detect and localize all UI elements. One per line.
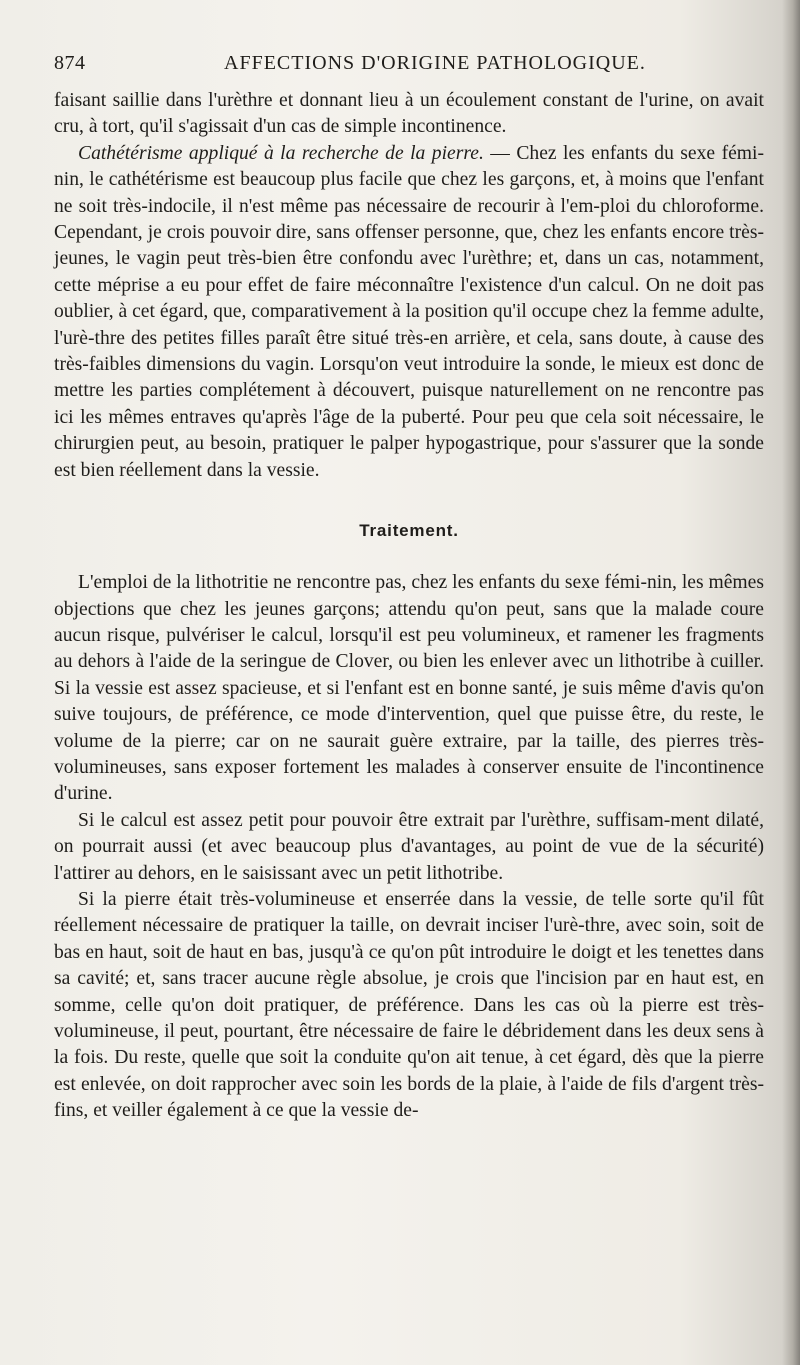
paragraph-text: Si la pierre était très-volumineuse et enserrée dans la vessie, de telle sorte qu'il fût réellement nécessaire de pratiquer la taille, on devrait inciser l'urè-thre, avec soin, soit de bas en haut, soit de haut en bas, jusqu'à ce qu'on pût introduire le doigt et les tenettes dans sa cavité; et, sans tracer aucune règle absolue, je crois que l'incision par en haut est, en somme, celle qu'on doit pratiquer, de préférence. Dans les cas où la pierre est très-volumineuse, il peut, pourtant, être nécessaire de faire le débridement dans les deux sens à la fois. Du reste, quelle que soit la conduite qu'on ait tenue, à cet égard, dès que la pierre est enlevée, on doit rapprocher avec soin les bords de la plaie, à l'aide de fils d'argent très-fins, et veiller également à ce que la vessie de-: [54, 888, 764, 1122]
paragraph-text: Si le calcul est assez petit pour pouvoir être extrait par l'urèthre, suffisam-ment dilaté, on pourrait aussi (et avec beaucoup plus d'avantages, au point de vue de la sécurité) l'attirer au dehors, en le saisissant avec un petit lithotribe.: [54, 809, 764, 884]
paragraph-catheterism: [54, 141, 764, 484]
paragraph-italic-lead: Cathétérisme appliqué à la recherche de la pierre.: [78, 142, 484, 164]
paragraph-text: faisant saillie dans l'urèthre et donnant lieu à un écoulement constant de l'urine, on avait cru, à tort, qu'il s'agissait d'un cas de simple incontinence.: [54, 90, 764, 138]
paragraph-text: L'emploi de la lithotritie ne rencontre pas, chez les enfants du sexe fémi-nin, les mêmes objections que chez les jeunes garçons; attendu qu'on peut, sans que la malade coure aucun risque, pulvériser le calcul, lorsqu'il est peu volumineux, et ramener les fragments au dehors à l'aide de la seringue de Clover, ou bien les enlever avec un lithotribe à cuiller. Si la vessie est assez spacieuse, et si l'enfant est en bonne santé, je suis même d'avis qu'on suive toujours, de préférence, ce mode d'intervention, quel que puisse être, du reste, le volume de la pierre; car on ne saurait guère extraire, par la taille, des pierres très-volumineuses, sans exposer fortement les malades à conserver ensuite de l'incontinence d'urine.: [54, 572, 764, 805]
paragraph-taille: [54, 887, 764, 1125]
body-text: [54, 88, 764, 1125]
paragraph-urethra-extraction: [54, 808, 764, 887]
section-heading: Traitement.: [359, 521, 459, 541]
page-header: [54, 52, 754, 80]
running-title: AFFECTIONS D'ORIGINE PATHOLOGIQUE.: [224, 52, 646, 74]
paragraph-text: — Chez les enfants du sexe fémi-nin, le cathétérisme est beaucoup plus facile que chez les garçons, et, à moins que l'enfant ne soit très-indocile, il n'est même pas nécessaire de recourir à l'em-ploi du chloroforme. Cependant, je crois pouvoir dire, sans offenser personne, que, chez les enfants encore très-jeunes, le vagin peut très-bien être confondu avec l'urèthre; et, dans un cas, notamment, cette méprise a eu pour effet de faire méconnaître l'existence d'un calcul. On ne doit pas oublier, à cet égard, que, comparativement à la position qu'il occupe chez la femme adulte, l'urè-thre des petites filles paraît être situé très-en arrière, et cela, sans doute, à cause des très-faibles dimensions du vagin. Lorsqu'on veut introduire la sonde, le mieux est donc de mettre les parties complétement à découvert, puisque naturellement on ne rencontre pas ici les mêmes entraves qu'après l'âge de la puberté. Pour peu que cela soit nécessaire, le chirurgien peut, au besoin, pratiquer le palper hypogastrique, pour s'assurer que la sonde est bien réellement dans la vessie.: [54, 142, 765, 481]
paragraph-lithotrity: [54, 570, 764, 808]
paragraph-continuation: [54, 88, 764, 141]
page-edge-shadow: [782, 0, 800, 1365]
page-number: 874: [54, 52, 86, 74]
